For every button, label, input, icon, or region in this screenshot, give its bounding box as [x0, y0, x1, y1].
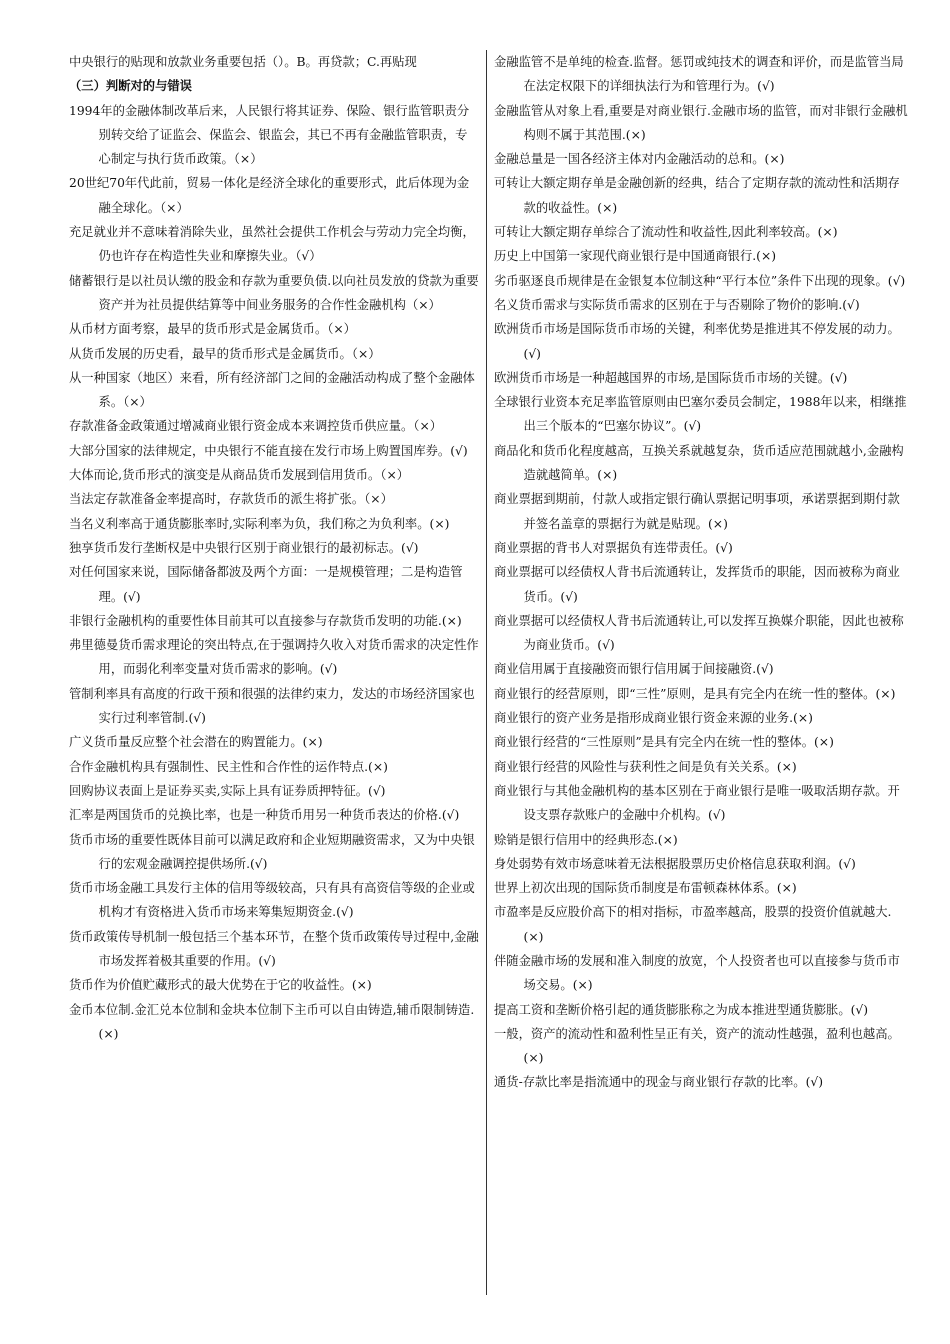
statement-item: 历史上中国第一家现代商业银行是中国通商银行.(×) — [494, 249, 777, 264]
statement-item: 独享货币发行垄断权是中央银行区别于商业银行的最初标志。(√) — [69, 540, 419, 555]
statement-item: 商业银行与其他金融机构的基本区别在于商业银行是唯一吸取活期存款。开设支票存款账户的金融中介机构。(√) — [494, 783, 900, 823]
statement-item: 赊销是银行信用中的经典形态.(×) — [494, 832, 678, 847]
statement-item: 商业信用属于直接融资而银行信用属于间接融资.(√) — [494, 662, 774, 677]
statement-item: 商业票据到期前，付款人或指定银行确认票据记明事项，承诺票据到期付款并签名盖章的票据行为就是贴现。(×) — [494, 492, 900, 531]
statement-item: 商业票据的背书人对票据负有连带责任。(√) — [494, 540, 733, 555]
column-divider — [486, 50, 487, 1295]
statement-item: 对任何国家来说，国际储备都波及两个方面：一是规模管理；二是构造管理。(√) — [69, 565, 463, 604]
statement-item: 市盈率是反应股价高下的相对指标，市盈率越高，股票的投资价值就越大.(×) — [494, 905, 892, 944]
statement-item: 从一种国家（地区）来看，所有经济部门之间的金融活动构成了整个金融体系。（×） — [69, 370, 475, 410]
statement-item: 商业票据可以经债权人背书后流通转让,可以发挥互换媒介职能，因此也被称为商业货币。(√) — [494, 613, 904, 653]
statement-item: 金币本位制.金汇兑本位制和金块本位制下主币可以自由铸造,辅币限制铸造.(×) — [69, 1002, 475, 1041]
statement-item: 一般，资产的流动性和盈利性呈正有关，资产的流动性越强，盈利也越高。(×) — [494, 1026, 900, 1066]
statement-item: 货币作为价值贮藏形式的最大优势在于它的收益性。(×) — [69, 978, 372, 993]
statement-item: 商业银行经营的“三性原则”是具有完全内在统一性的整体。(×) — [494, 735, 834, 750]
statement-item: 商品化和货币化程度越高，互换关系就越复杂，货币适应范围就越小,金融构造就越简单。(×) — [494, 443, 904, 483]
statement-item: 大体而论,货币形式的演变是从商品货币发展到信用货币。（×） — [69, 468, 410, 483]
statement-item: 金融总量是一国各经济主体对内金融活动的总和。(×) — [494, 152, 785, 167]
statement-item: 中央银行的贴现和放款业务重要包括（）。B。再贷款；C.再贴现 — [69, 55, 417, 69]
statement-item: 合作金融机构具有强制性、民主性和合作性的运作特点.(×) — [69, 759, 388, 774]
right-column — [494, 50, 908, 1095]
statement-item: 全球银行业资本充足率监管原则由巴塞尔委员会制定，1988年以来，相继推出三个版本的“巴塞尔协议”。(√) — [494, 395, 907, 434]
statement-item: 汇率是两国货币的兑换比率，也是一种货币用另一种货币表达的价格.(√) — [69, 808, 460, 823]
statement-item: 欧洲货币市场是一种超越国界的市场,是国际货币市场的关键。(√) — [494, 370, 848, 385]
statement-item: 货币市场的重要性既体目前可以满足政府和企业短期融资需求，又为中央银行的宏观金融调控提供场所.(√) — [69, 832, 475, 871]
statement-item: 商业银行经营的风险性与获利性之间是负有关关系。(×) — [494, 759, 797, 774]
statement-item: 提高工资和垄断价格引起的通货膨胀称之为成本推进型通货膨胀。(√) — [494, 1002, 869, 1017]
statement-item: 商业银行的经营原则，即“三性”原则，是具有完全内在统一性的整体。(×) — [494, 686, 896, 701]
statement-item: 名义货币需求与实际货币需求的区别在于与否剔除了物价的影响.(√) — [494, 297, 860, 312]
statement-item: 存款准备金政策通过增减商业银行资金成本来调控货币供应量。（×） — [69, 419, 443, 434]
section-heading: （三）判断对的与错误 — [69, 79, 192, 94]
statement-item: 货币政策传导机制一般包括三个基本环节，在整个货币政策传导过程中,金融市场发挥着极其重要的作用。(√) — [69, 929, 479, 968]
statement-item: 从货币发展的历史看，最早的货币形式是金属货币。（×） — [69, 346, 381, 361]
statement-item: 当法定存款准备金率提高时，存款货币的派生将扩张。（×） — [69, 492, 393, 507]
statement-item: 从币材方面考察，最早的货币形式是金属货币。（×） — [69, 322, 356, 337]
statement-item: 1994年的金融体制改革后来，人民银行将其证券、保险、银行监管职责分别转交给了证监会、保监会、银监会，其已不再有金融监管职责，专心制定与执行货币政策。（×） — [69, 103, 470, 167]
statement-item: 20世纪70年代此前，贸易一体化是经济全球化的重要形式，此后体现为金融全球化。（×） — [69, 176, 470, 215]
statement-item: 弗里德曼货币需求理论的突出特点,在于强调持久收入对货币需求的决定性作用，而弱化利率变量对货币需求的影响。(√) — [69, 638, 479, 677]
statement-item: 货币市场金融工具发行主体的信用等级较高，只有具有高资信等级的企业或机构才有资格进入货币市场来筹集短期资金.(√) — [69, 881, 475, 920]
left-column — [69, 50, 479, 1046]
statement-item: 大部分国家的法律规定，中央银行不能直接在发行市场上购置国库券。(√) — [69, 443, 468, 458]
statement-item: 商业票据可以经债权人背书后流通转让，发挥货币的职能，因而被称为商业货币。(√) — [494, 565, 900, 604]
statement-item: 可转让大额定期存单综合了流动性和收益性,因此利率较高。(×) — [494, 225, 838, 240]
statement-item: 金融监管从对象上看,重要是对商业银行.金融市场的监管，而对非银行金融机构则不属于其范围.(×) — [494, 103, 908, 142]
statement-item: 回购协议表面上是证券买卖,实际上具有证券质押特征。(√) — [69, 783, 386, 798]
statement-item: 广义货币量反应整个社会潜在的购置能力。(×) — [69, 735, 323, 750]
statement-item: 世界上初次出现的国际货币制度是布雷顿森林体系。(×) — [494, 881, 797, 896]
statement-item: 充足就业并不意味着消除失业，虽然社会提供工作机会与劳动力完全均衡，仍也许存在构造性失业和摩擦失业。（√） — [69, 225, 475, 264]
statement-item: 身处弱势有效市场意味着无法根据股票历史价格信息获取利润。(√) — [494, 856, 856, 871]
statement-item: 储蓄银行是以社员认缴的股金和存款为重要负债.以向社员发放的贷款为重要资产并为社员提供结算等中间业务服务的合作性金融机构（×） — [69, 273, 479, 312]
statement-item: 劣币驱逐良币规律是在金银复本位制这种“平行本位”条件下出现的现象。(√) — [494, 273, 906, 288]
statement-item: 当名义利率高于通货膨胀率时,实际利率为负，我们称之为负利率。(×) — [69, 516, 450, 531]
statement-item: 非银行金融机构的重要性体目前其可以直接参与存款货币发明的功能.(×) — [69, 613, 462, 628]
statement-item: 管制利率具有高度的行政干预和很强的法律约束力，发达的市场经济国家也实行过利率管制.(√) — [69, 686, 475, 726]
statement-item: 商业银行的资产业务是指形成商业银行资金来源的业务.(×) — [494, 711, 813, 726]
statement-item: 通货-存款比率是指流通中的现金与商业银行存款的比率。(√) — [494, 1075, 824, 1090]
statement-item: 伴随金融市场的发展和准入制度的放宽，个人投资者也可以直接参与货币市场交易。(×) — [494, 953, 900, 993]
statement-item: 可转让大额定期存单是金融创新的经典，结合了定期存款的流动性和活期存款的收益性。(×) — [494, 176, 900, 215]
statement-item: 欧洲货币市场是国际货币市场的关键，利率优势是推进其不停发展的动力。(√) — [494, 322, 900, 361]
statement-item: 金融监管不是单纯的检查.监督。惩罚或纯技术的调查和评价，而是监管当局在法定权限下的详细执法行为和管理行为。(√) — [494, 55, 904, 94]
